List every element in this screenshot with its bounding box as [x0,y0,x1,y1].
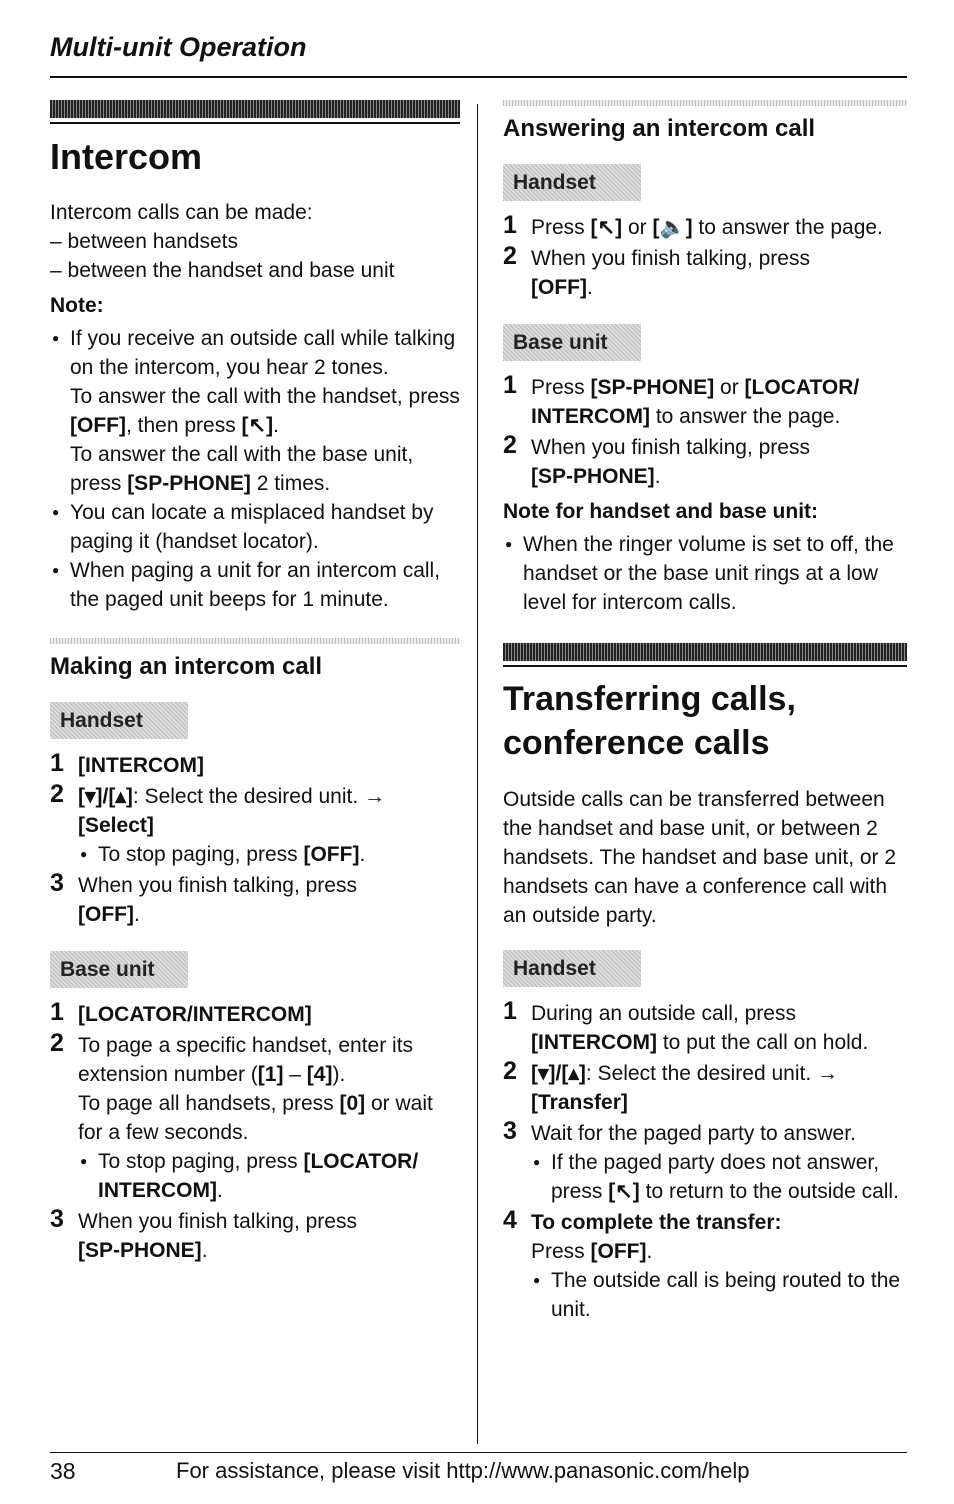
step: 2 When you finish talking, press [SP-PHONE]. [503,431,810,488]
section-rule [50,122,460,124]
footer-help-link[interactable]: For assistance, please visit http://www.panasonic.com/help [176,1458,750,1483]
intro-line: – between handsets [50,230,238,253]
page-number: 38 [50,1458,76,1484]
note-item: ● When the ringer volume is set to off, the handset or the base unit rings at a low level for intercom calls. [503,530,907,617]
step: 3 When you finish talking, press [OFF]. [50,869,357,926]
base-unit-tag: Base unit [503,324,641,361]
sub-bullet: ● To stop paging, press [OFF]. [78,840,460,869]
base-unit-tag: Base unit [50,951,188,988]
sub-bullet: ● If the paged party does not answer, press [↖] to return to the outside call. [531,1148,907,1206]
step: 4 To complete the transfer: Press [OFF]. ● The outside call is being routed to the unit. [503,1208,907,1324]
intercom-title: Intercom [50,136,203,177]
header-title: Multi-unit Operation [50,32,307,62]
note-item: ● You can locate a misplaced handset by paging it (handset locator). [50,498,460,556]
sub-bullet: ● The outside call is being routed to the unit. [531,1266,907,1324]
transfer-intro: Outside calls can be transferred between the handset and base unit, or between 2 handsets. The handset and base unit, or 2 handsets can have a conference call with an outside party. [503,788,897,927]
step: 3 When you finish talking, press [SP-PHONE]. [50,1205,357,1262]
step: 1 Press [↖] or [🔈] to answer the page. [503,211,883,239]
step: 3 Wait for the paged party to answer. ● If the paged party does not answer, press [↖] to return to the outside call. [503,1119,907,1206]
column-divider [477,104,478,1444]
step: 1 [LOCATOR/INTERCOM] [50,998,312,1026]
answering-title: Answering an intercom call [503,115,816,142]
left-column [50,100,460,1267]
header-rule [50,76,907,78]
note-item: ● If you receive an outside call while talking on the intercom, you hear 2 tones. To answer the call with the handset, press [OFF], then press [↖]. To answer the call with the base unit, press [SP-PHONE] 2 times. [50,324,460,498]
step: 1 Press [SP-PHONE] or [LOCATOR/ INTERCOM] to answer the page. [503,371,860,428]
step: 2 To page a specific handset, enter its extension number ([1] – [4]). To page all handsets, press [0] or wait for a few seconds. ● To stop paging, press [LOCATOR/ INTERCOM]. [50,1031,460,1205]
section-rule [503,665,907,667]
section-bar [503,643,907,661]
handset-tag: Handset [503,950,641,987]
subsection-bar [50,638,460,644]
handset-tag: Handset [503,164,641,201]
step: 1 [INTERCOM] [50,749,204,777]
making-title: Making an intercom call [50,653,323,680]
handset-tag: Handset [50,702,188,739]
step: 2 [▾]/[▴]: Select the desired unit. → [Select] ● To stop paging, press [OFF]. [50,782,460,869]
section-bar [50,100,460,118]
transfer-title: Transferring calls, conference calls [503,680,796,762]
subsection-bar [503,100,907,106]
note-label: Note for handset and base unit: [503,500,819,523]
right-column [503,100,907,1326]
note-label: Note: [50,294,104,317]
intro-line: – between the handset and base unit [50,259,395,282]
step: 2 When you finish talking, press [OFF]. [503,242,810,299]
note-item: ● When paging a unit for an intercom call, the paged unit beeps for 1 minute. [50,556,460,614]
sub-bullet: ● To stop paging, press [LOCATOR/ INTERCOM]. [78,1147,460,1205]
step: 1 During an outside call, press [INTERCOM] to put the call on hold. [503,997,869,1054]
step: 2 [▾]/[▴]: Select the desired unit. → [Transfer] [503,1057,839,1114]
intro-line: Intercom calls can be made: [50,201,313,224]
footer-rule [50,1452,907,1453]
